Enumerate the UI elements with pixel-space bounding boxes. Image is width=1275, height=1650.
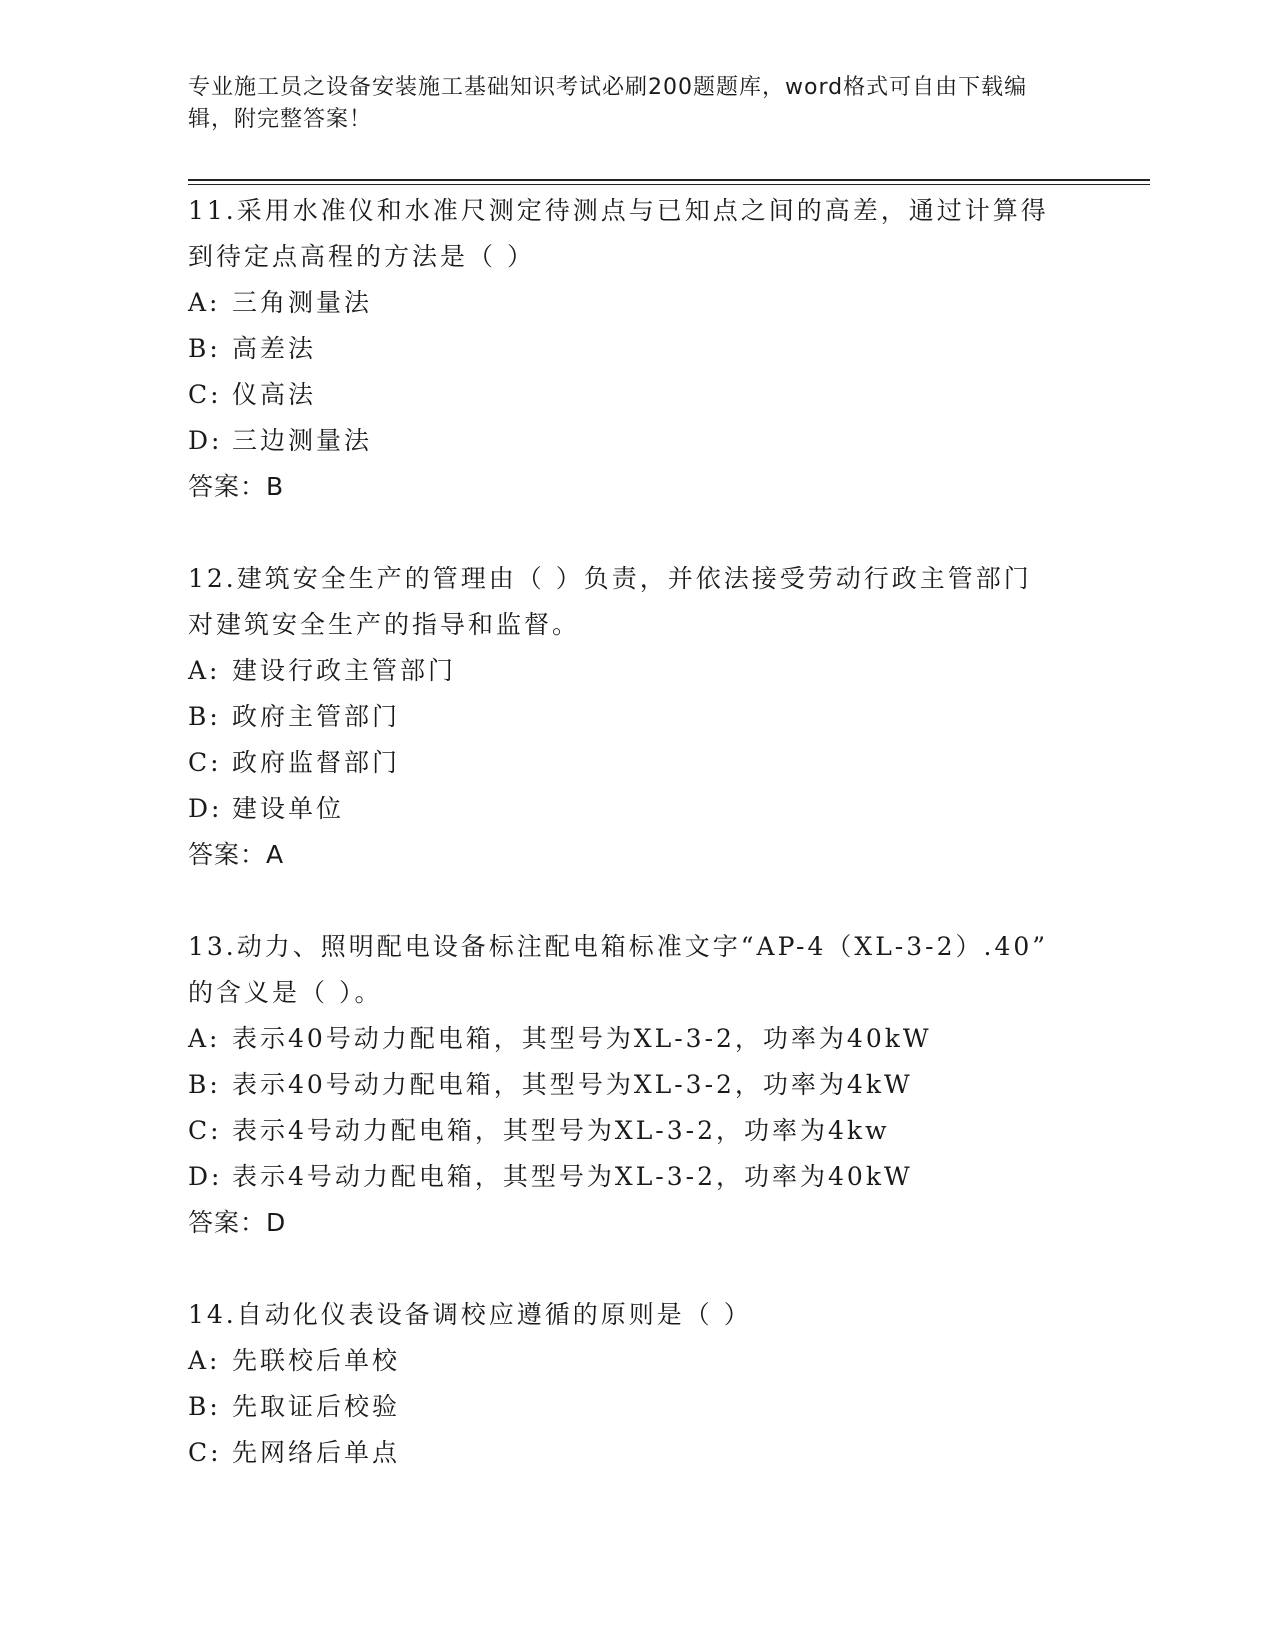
option-label: D: xyxy=(188,1162,223,1191)
option-c xyxy=(188,1430,1088,1476)
option-b xyxy=(188,1384,1088,1430)
option-text: 政府主管部门 xyxy=(232,702,401,731)
option-label: C: xyxy=(188,380,222,409)
question-list xyxy=(188,188,1088,1522)
option-a xyxy=(188,1016,1088,1062)
question-11 xyxy=(188,188,1088,510)
option-text: 先网络后单点 xyxy=(232,1438,401,1467)
option-label: A: xyxy=(188,1346,221,1375)
option-d xyxy=(188,1154,1088,1200)
option-text: 先联校后单校 xyxy=(232,1346,401,1375)
option-text: 高差法 xyxy=(232,334,317,363)
question-stem xyxy=(188,924,1088,1016)
question-stem xyxy=(188,556,1088,648)
question-stem-line: 12.建筑安全生产的管理由（ ）负责，并依法接受劳动行政主管部门 xyxy=(188,564,1032,593)
question-stem xyxy=(188,1292,1088,1338)
option-label: D: xyxy=(188,426,223,455)
question-stem-line: 11.采用水准仪和水准尺测定待测点与已知点之间的高差，通过计算得 xyxy=(188,196,1049,225)
option-label: D: xyxy=(188,794,223,823)
option-a xyxy=(188,280,1088,326)
question-14 xyxy=(188,1292,1088,1476)
question-stem-line: 的含义是（ ）。 xyxy=(188,978,383,1007)
option-label: A: xyxy=(188,288,221,317)
option-d xyxy=(188,418,1088,464)
option-text: 仪高法 xyxy=(232,380,317,409)
answer: 答案：A xyxy=(188,840,285,869)
option-text: 先取证后校验 xyxy=(232,1392,401,1421)
option-label: B: xyxy=(188,702,221,731)
option-label: A: xyxy=(188,1024,221,1053)
question-stem-line: 到待定点高程的方法是（ ） xyxy=(188,242,535,271)
option-text: 政府监督部门 xyxy=(232,748,401,777)
header-divider-thin xyxy=(188,184,1150,185)
option-text: 建设单位 xyxy=(232,794,345,823)
option-label: A: xyxy=(188,656,221,685)
question-12 xyxy=(188,556,1088,878)
option-b xyxy=(188,694,1088,740)
option-text: 表示4号动力配电箱，其型号为XL-3-2，功率为40kW xyxy=(232,1162,913,1191)
option-c xyxy=(188,740,1088,786)
question-stem-line: 13.动力、照明配电设备标注配电箱标准文字“AP-4（XL-3-2）.40” xyxy=(188,932,1049,961)
option-text: 三边测量法 xyxy=(232,426,373,455)
option-c xyxy=(188,1108,1088,1154)
question-stem xyxy=(188,188,1088,280)
option-d xyxy=(188,786,1088,832)
answer: 答案：B xyxy=(188,472,285,501)
option-label: B: xyxy=(188,334,221,363)
question-stem-line: 14.自动化仪表设备调校应遵循的原则是（ ） xyxy=(188,1300,752,1329)
option-text: 表示40号动力配电箱，其型号为XL-3-2，功率为4kW xyxy=(232,1070,913,1099)
question-13 xyxy=(188,924,1088,1246)
option-b xyxy=(188,326,1088,372)
option-c xyxy=(188,372,1088,418)
option-label: B: xyxy=(188,1070,221,1099)
option-a xyxy=(188,648,1088,694)
option-text: 建设行政主管部门 xyxy=(232,656,457,685)
option-label: C: xyxy=(188,1116,222,1145)
option-label: B: xyxy=(188,1392,221,1421)
header-divider xyxy=(188,179,1150,181)
option-label: C: xyxy=(188,1438,222,1467)
option-a xyxy=(188,1338,1088,1384)
option-b xyxy=(188,1062,1088,1108)
option-text: 三角测量法 xyxy=(232,288,373,317)
option-text: 表示4号动力配电箱，其型号为XL-3-2，功率为4kw xyxy=(232,1116,890,1145)
question-stem-line: 对建筑安全生产的指导和监督。 xyxy=(188,610,581,639)
option-text: 表示40号动力配电箱，其型号为XL-3-2，功率为40kW xyxy=(232,1024,932,1053)
answer: 答案：D xyxy=(188,1208,287,1237)
document-header: 专业施工员之设备安装施工基础知识考试必刷200题题库，word格式可自由下载编辑，附完整答案！ xyxy=(188,75,1028,132)
option-label: C: xyxy=(188,748,222,777)
